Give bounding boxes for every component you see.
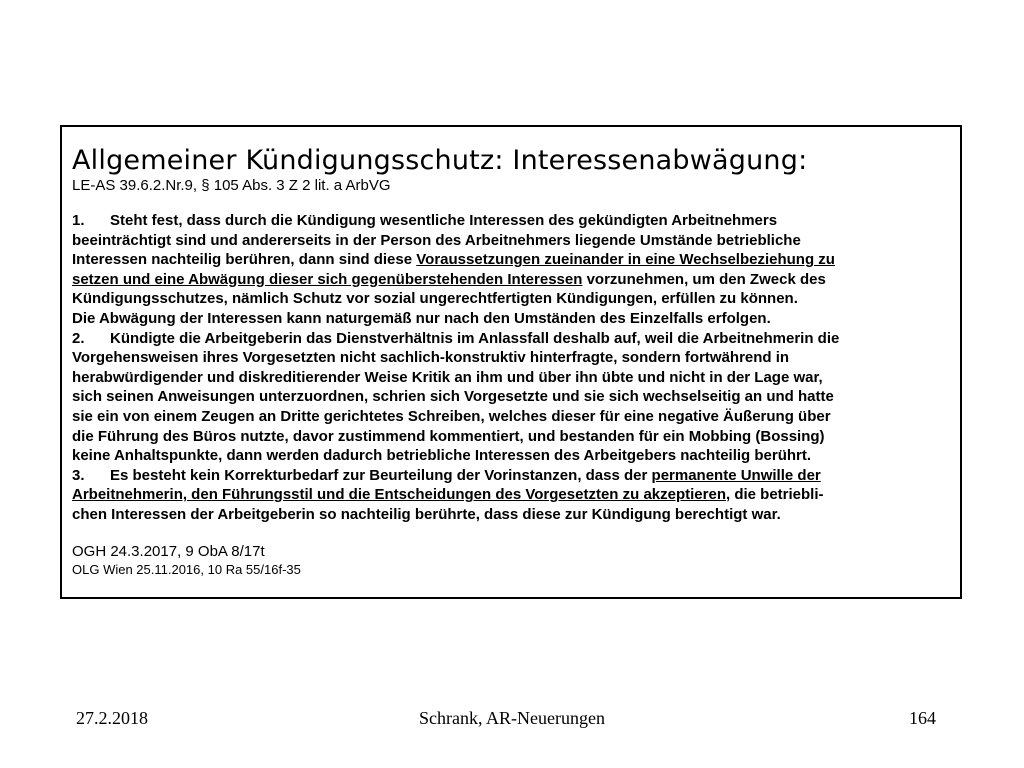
- citation-ogh: OGH 24.3.2017, 9 ObA 8/17t: [72, 542, 265, 560]
- footer-date: 27.2.2018: [76, 708, 148, 728]
- paragraph-2-line-1: 2. Kündigte die Arbeitgeberin das Dienstverhältnis im Anlassfall deshalb auf, weil die Arbeitnehmerin die: [72, 329, 840, 347]
- paragraph-3-line-2: Arbeitnehmerin, den Führungsstil und die Entscheidungen des Vorgesetzten zu akzeptieren, die betriebli-: [72, 486, 824, 504]
- underlined-text: Arbeitnehmerin, den Führungsstil und die Entscheidungen des Vorgesetzten zu akzeptieren: [72, 486, 726, 504]
- footer-title: Schrank, AR-Neuerungen: [419, 708, 605, 728]
- paragraph-number: 1.: [72, 212, 85, 229]
- paragraph-2-line-5: sie ein von einem Zeugen an Dritte gerichtetes Schreiben, welches dieser für eine negative Äußerung über: [72, 407, 831, 425]
- citation-olg: OLG Wien 25.11.2016, 10 Ra 55/16f-35: [72, 561, 301, 577]
- paragraph-1-line-5: Kündigungsschutzes, nämlich Schutz vor sozial ungerechtfertigten Kündigungen, erfüllen zu können.: [72, 290, 798, 308]
- paragraph-2-line-2: Vorgehensweisen ihres Vorgesetzten nicht sachlich-konstruktiv hinterfragte, sondern fortwährend in: [72, 349, 790, 367]
- paragraph-1-line-6: Die Abwägung der Interessen kann naturgemäß nur nach den Umständen des Einzelfalls erfolgen.: [72, 309, 771, 327]
- paragraph-3-line-1: 3. Es besteht kein Korrekturbedarf zur Beurteilung der Vorinstanzen, dass der permanente Unwille der: [72, 466, 821, 484]
- paragraph-2-line-7: keine Anhaltspunkte, dann werden dadurch betriebliche Interessen des Arbeitgebers nachteilig berührt.: [72, 447, 812, 465]
- paragraph-number: 2.: [72, 329, 85, 347]
- underlined-text: Voraussetzungen zueinander in eine Wechselbeziehung zu: [416, 251, 835, 269]
- paragraph-1-line-1: 1. Steht fest, dass durch die Kündigung wesentliche Interessen des gekündigten Arbeitnehmers: [72, 212, 778, 229]
- content-box: [60, 125, 962, 599]
- slide-title: Allgemeiner Kündigungsschutz: Interessenabwägung:: [72, 145, 808, 176]
- paragraph-1-line-3: Interessen nachteilig berühren, dann sind diese Voraussetzungen zueinander in eine Wechselbeziehung zu: [72, 251, 835, 269]
- ruling-text: [72, 211, 960, 525]
- paragraph-2-line-6: die Führung des Büros nutzte, davor zustimmend kommentiert, und bestanden für ein Mobbing (Bossing): [72, 427, 825, 445]
- paragraph-1-line-2: beeinträchtigt sind und andererseits in der Person des Arbeitnehmers liegende Umstände betriebliche: [72, 231, 801, 249]
- paragraph-3-line-3: chen Interessen der Arbeitgeberin so nachteilig berührte, dass diese zur Kündigung berechtigt war.: [72, 505, 781, 523]
- paragraph-2-line-3: herabwürdigender und diskreditierender Weise Kritik an ihm und über ihn übte und nicht in der Lage war,: [72, 368, 823, 386]
- underlined-text: setzen und eine Abwägung dieser sich gegenüberstehenden Interessen: [72, 270, 583, 288]
- legal-reference: LE-AS 39.6.2.Nr.9, § 105 Abs. 3 Z 2 lit. a ArbVG: [72, 177, 391, 194]
- underlined-text: permanente Unwille der: [651, 466, 821, 484]
- footer-page-number: 164: [909, 708, 936, 728]
- paragraph-number: 3.: [72, 466, 85, 484]
- paragraph-2-line-4: sich seinen Anweisungen unterzuordnen, schrien sich Vorgesetzte und sie sich wechselseitig an und hatte: [72, 388, 834, 406]
- paragraph-1-line-4: setzen und eine Abwägung dieser sich gegenüberstehenden Interessen vorzunehmen, um den Zweck des: [72, 270, 826, 288]
